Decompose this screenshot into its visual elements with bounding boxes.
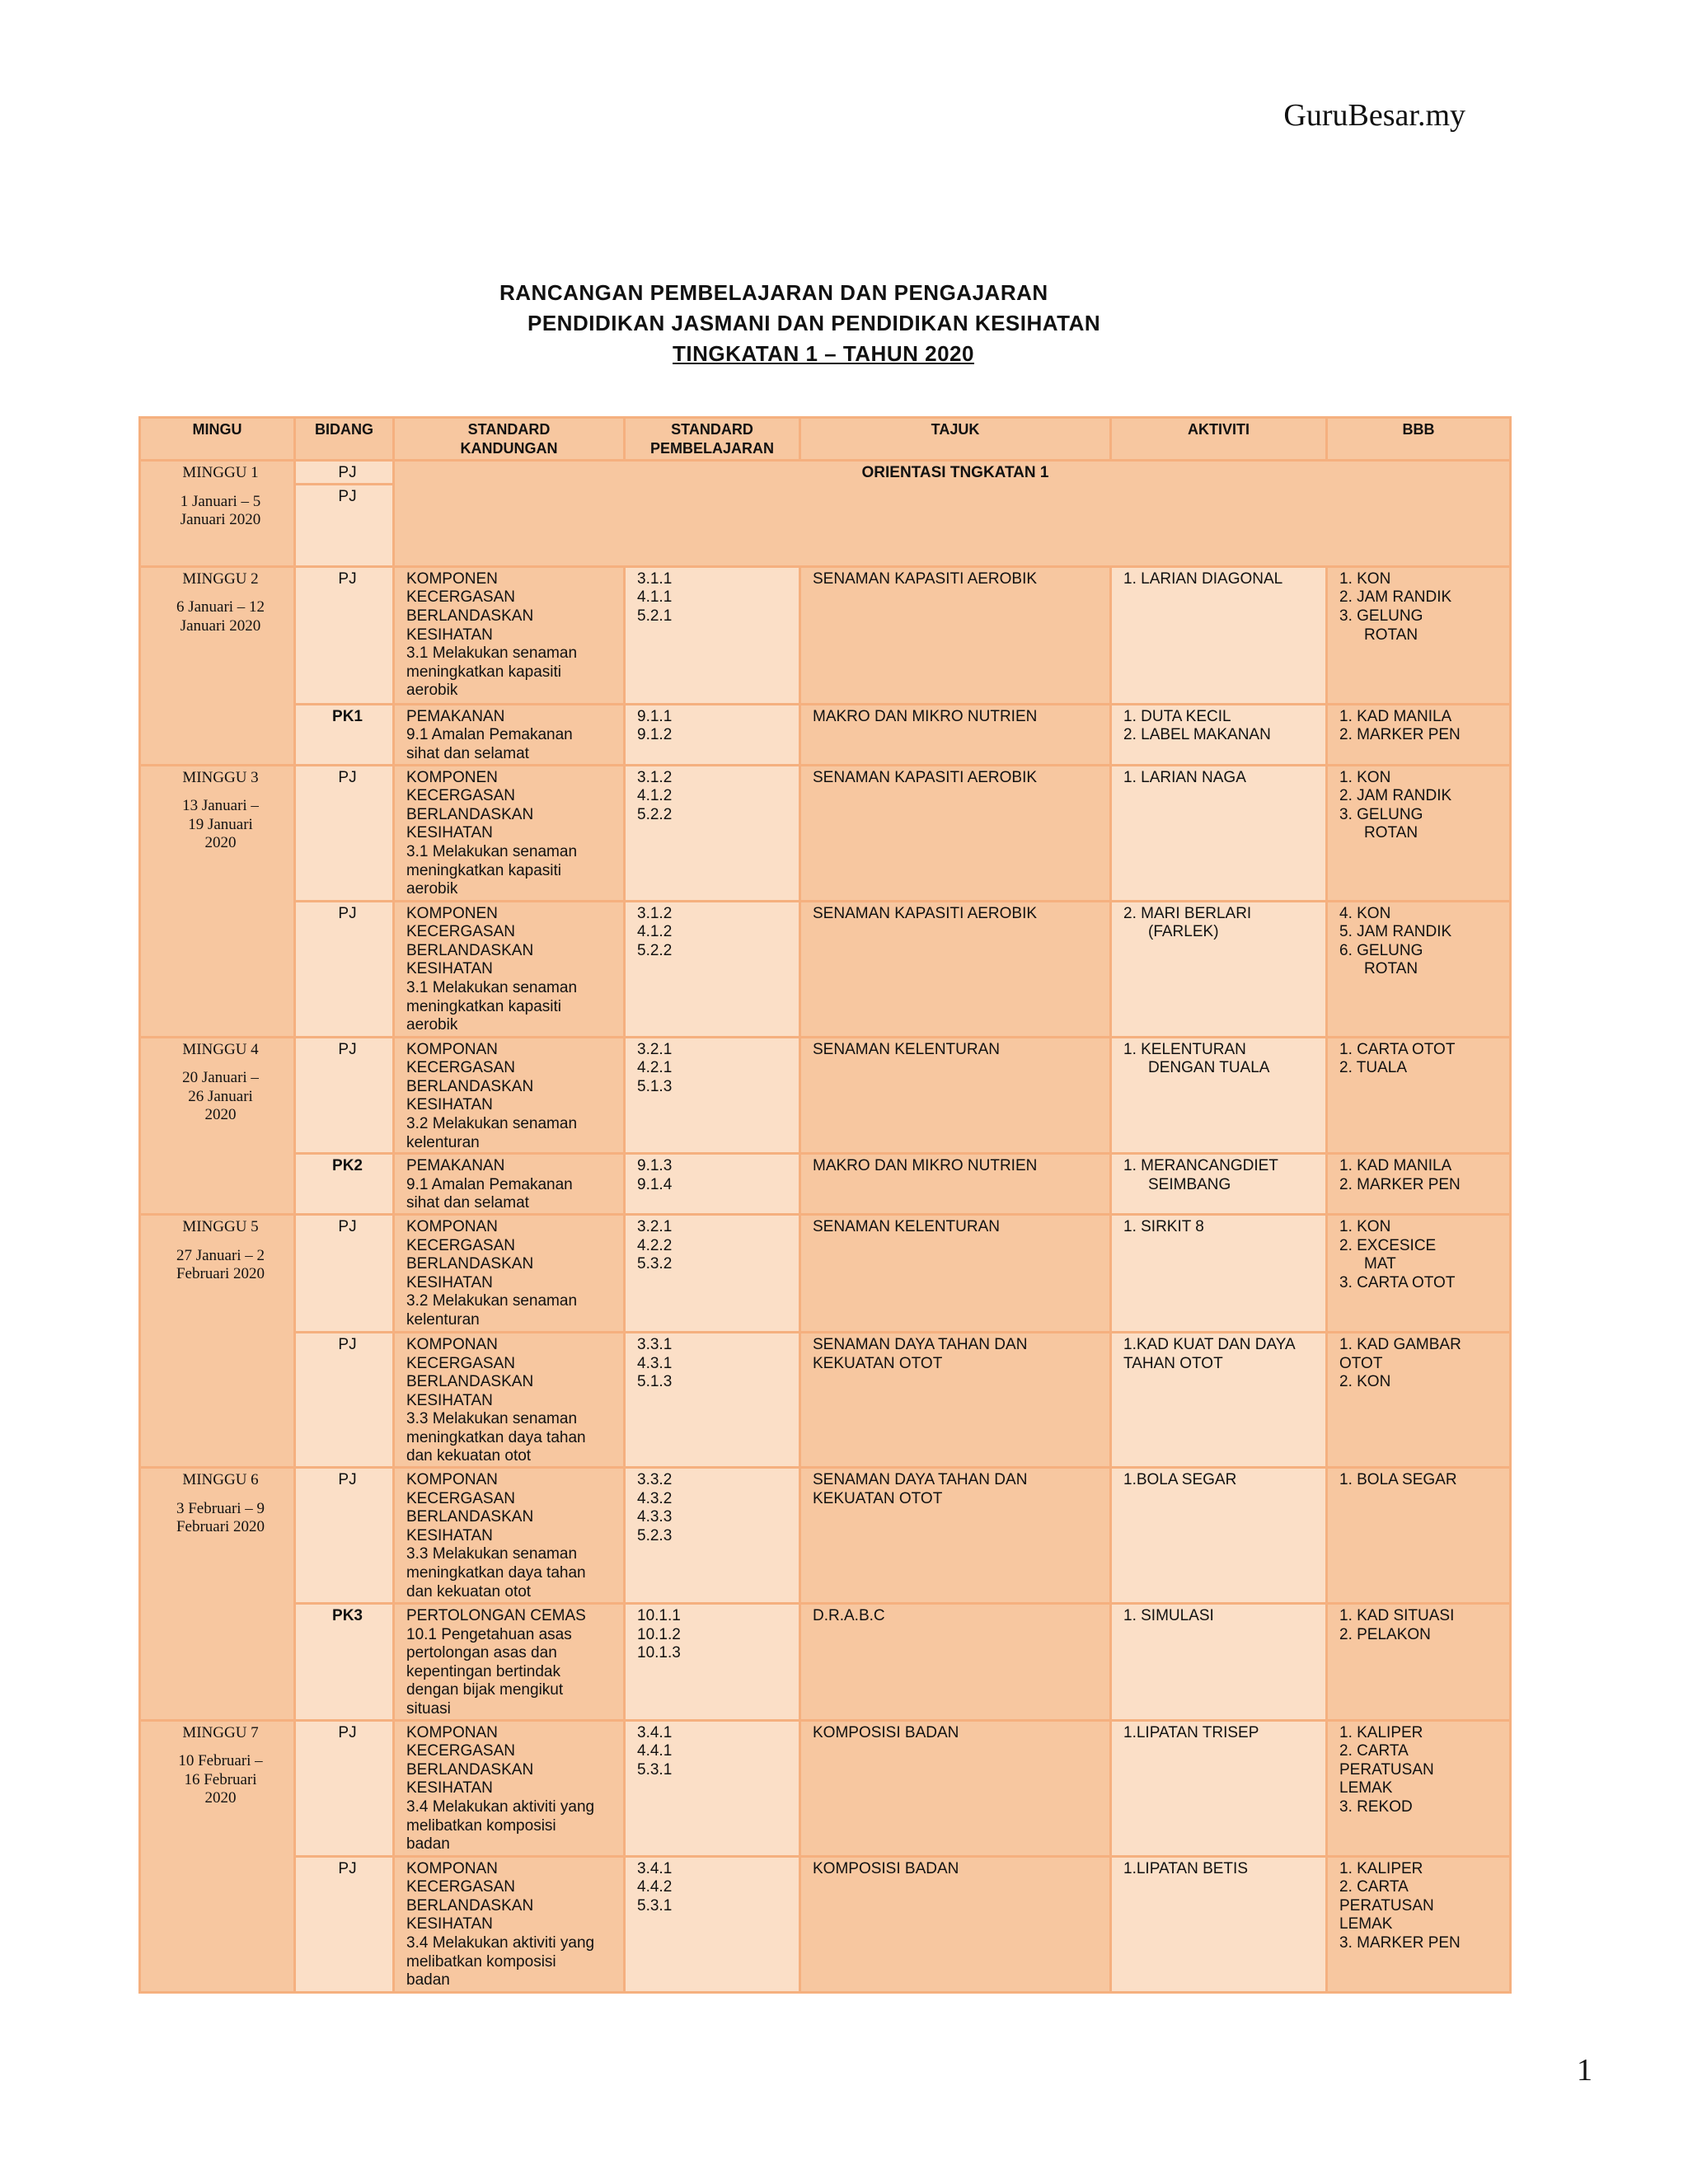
bidang-cell: PK2 [295, 1154, 394, 1215]
tajuk-cell: KOMPOSISI BADAN [800, 1720, 1111, 1856]
tajuk-cell: KOMPOSISI BADAN [800, 1856, 1111, 1992]
col-header-tajuk: TAJUK [800, 418, 1111, 461]
bbb-cell: 1. KAD GAMBAR OTOT 2. KON [1327, 1332, 1511, 1467]
bidang-cell: PJ [295, 461, 394, 485]
week-cell: MINGGU 3 13 Januari – 19 Januari 2020 [140, 765, 295, 1037]
standard-pembelajaran-cell: 9.1.1 9.1.2 [625, 704, 800, 765]
aktiviti-cell: 1. MERANCANGDIET SEIMBANG [1111, 1154, 1327, 1215]
bidang-cell: PK1 [295, 704, 394, 765]
bbb-cell: 1. KON 2. EXCESICE MAT 3. CARTA OTOT [1327, 1214, 1511, 1332]
bbb-cell: 1. KAD SITUASI 2. PELAKON [1327, 1604, 1511, 1721]
standard-kandungan-cell: KOMPONAN KECERGASAN BERLANDASKAN KESIHATAN 3.3 Melakukan senaman meningkatkan daya tahan dan kekuatan otot [394, 1468, 625, 1604]
col-header-aktiviti: AKTIVITI [1111, 418, 1327, 461]
table-row [140, 765, 1511, 901]
bbb-cell: 4. KON 5. JAM RANDIK 6. GELUNG ROTAN [1327, 901, 1511, 1037]
standard-pembelajaran-cell: 3.1.2 4.1.2 5.2.2 [625, 901, 800, 1037]
bidang-cell: PJ [295, 566, 394, 704]
bidang-cell: PJ [295, 765, 394, 901]
aktiviti-cell: 2. MARI BERLARI (FARLEK) [1111, 901, 1327, 1037]
standard-kandungan-cell: KOMPONAN KECERGASAN BERLANDASKAN KESIHATAN 3.4 Melakukan aktiviti yang melibatkan komposisi badan [394, 1856, 625, 1992]
bidang-cell: PJ [295, 1214, 394, 1332]
table-row [140, 1037, 1511, 1154]
table-row [140, 1214, 1511, 1332]
standard-pembelajaran-cell: 3.2.1 4.2.1 5.1.3 [625, 1037, 800, 1154]
bbb-cell: 1. KALIPER 2. CARTA PERATUSAN LEMAK 3. MARKER PEN [1327, 1856, 1511, 1992]
standard-kandungan-cell: PEMAKANAN 9.1 Amalan Pemakanan sihat dan selamat [394, 704, 625, 765]
tajuk-cell: D.R.A.B.C [800, 1604, 1111, 1721]
week-cell: MINGGU 7 10 Februari – 16 Februari 2020 [140, 1720, 295, 1992]
week-cell: MINGGU 1 1 Januari – 5 Januari 2020 [140, 461, 295, 567]
standard-pembelajaran-cell: 3.1.1 4.1.1 5.2.1 [625, 566, 800, 704]
standard-pembelajaran-cell: 3.3.2 4.3.2 4.3.3 5.2.3 [625, 1468, 800, 1604]
week-cell: MINGGU 6 3 Februari – 9 Februari 2020 [140, 1468, 295, 1721]
bbb-cell: 1. KALIPER 2. CARTA PERATUSAN LEMAK 3. REKOD [1327, 1720, 1511, 1856]
tajuk-cell: SENAMAN KAPASITI AEROBIK [800, 901, 1111, 1037]
standard-kandungan-cell: KOMPONAN KECERGASAN BERLANDASKAN KESIHATAN 3.3 Melakukan senaman meningkatkan daya tahan dan kekuatan otot [394, 1332, 625, 1467]
bbb-cell: 1. BOLA SEGAR [1327, 1468, 1511, 1604]
bbb-cell: 1. KAD MANILA 2. MARKER PEN [1327, 704, 1511, 765]
bidang-cell: PJ [295, 1332, 394, 1467]
standard-kandungan-cell: KOMPONAN KECERGASAN BERLANDASKAN KESIHATAN 3.2 Melakukan senaman kelenturan [394, 1037, 625, 1154]
aktiviti-cell: 1. LARIAN NAGA [1111, 765, 1327, 901]
tajuk-cell: MAKRO DAN MIKRO NUTRIEN [800, 704, 1111, 765]
col-header-standard-kandungan: STANDARD KANDUNGAN [394, 418, 625, 461]
standard-pembelajaran-cell: 3.4.1 4.4.2 5.3.1 [625, 1856, 800, 1992]
bidang-cell: PK3 [295, 1604, 394, 1721]
standard-kandungan-cell: KOMPONAN KECERGASAN BERLANDASKAN KESIHATAN 3.2 Melakukan senaman kelenturan [394, 1214, 625, 1332]
aktiviti-cell: 1.LIPATAN BETIS [1111, 1856, 1327, 1992]
table-row [140, 1332, 1511, 1467]
col-header-bidang: BIDANG [295, 418, 394, 461]
lesson-plan-table [138, 416, 1512, 1994]
week-cell: MINGGU 2 6 Januari – 12 Januari 2020 [140, 566, 295, 765]
table-row [140, 1856, 1511, 1992]
orientation-cell: ORIENTASI TNGKATAN 1 [394, 461, 1511, 567]
bidang-cell: PJ [295, 1856, 394, 1992]
standard-kandungan-cell: KOMPONEN KECERGASAN BERLANDASKAN KESIHATAN 3.1 Melakukan senaman meningkatkan kapasiti aerobik [394, 901, 625, 1037]
aktiviti-cell: 1. DUTA KECIL 2. LABEL MAKANAN [1111, 704, 1327, 765]
table-row [140, 1604, 1511, 1721]
bidang-cell: PJ [295, 484, 394, 566]
tajuk-cell: SENAMAN DAYA TAHAN DAN KEKUATAN OTOT [800, 1332, 1111, 1467]
bidang-cell: PJ [295, 1720, 394, 1856]
title-line-2: PENDIDIKAN JASMANI DAN PENDIDIKAN KESIHATAN [528, 311, 1101, 335]
aktiviti-cell: 1.KAD KUAT DAN DAYA TAHAN OTOT [1111, 1332, 1327, 1467]
bidang-cell: PJ [295, 901, 394, 1037]
table-row [140, 704, 1511, 765]
table-row [140, 566, 1511, 704]
standard-kandungan-cell: KOMPONAN KECERGASAN BERLANDASKAN KESIHATAN 3.4 Melakukan aktiviti yang melibatkan komposisi badan [394, 1720, 625, 1856]
col-header-mingu: MINGU [140, 418, 295, 461]
table-row [140, 901, 1511, 1037]
bbb-cell: 1. KON 2. JAM RANDIK 3. GELUNG ROTAN [1327, 566, 1511, 704]
table-header-row [140, 418, 1511, 461]
col-header-standard-pembelajaran: STANDARD PEMBELAJARAN [625, 418, 800, 461]
aktiviti-cell: 1. SIRKIT 8 [1111, 1214, 1327, 1332]
tajuk-cell: SENAMAN KELENTURAN [800, 1214, 1111, 1332]
aktiviti-cell: 1.LIPATAN TRISEP [1111, 1720, 1327, 1856]
bbb-cell: 1. KON 2. JAM RANDIK 3. GELUNG ROTAN [1327, 765, 1511, 901]
week-cell: MINGGU 4 20 Januari – 26 Januari 2020 [140, 1037, 295, 1214]
standard-pembelajaran-cell: 3.4.1 4.4.1 5.3.1 [625, 1720, 800, 1856]
standard-kandungan-cell: KOMPONEN KECERGASAN BERLANDASKAN KESIHATAN 3.1 Melakukan senaman meningkatkan kapasiti aerobik [394, 765, 625, 901]
aktiviti-cell: 1. LARIAN DIAGONAL [1111, 566, 1327, 704]
tajuk-cell: SENAMAN KAPASITI AEROBIK [800, 765, 1111, 901]
bidang-cell: PJ [295, 1468, 394, 1604]
aktiviti-cell: 1. SIMULASI [1111, 1604, 1327, 1721]
title-line-1: RANCANGAN PEMBELAJARAN DAN PENGAJARAN [499, 280, 1048, 305]
aktiviti-cell: 1.BOLA SEGAR [1111, 1468, 1327, 1604]
aktiviti-cell: 1. KELENTURAN DENGAN TUALA [1111, 1037, 1327, 1154]
bbb-cell: 1. KAD MANILA 2. MARKER PEN [1327, 1154, 1511, 1215]
page-number: 1 [1577, 2053, 1592, 2088]
standard-pembelajaran-cell: 9.1.3 9.1.4 [625, 1154, 800, 1215]
tajuk-cell: SENAMAN KAPASITI AEROBIK [800, 566, 1111, 704]
standard-pembelajaran-cell: 10.1.1 10.1.2 10.1.3 [625, 1604, 800, 1721]
standard-pembelajaran-cell: 3.2.1 4.2.2 5.3.2 [625, 1214, 800, 1332]
standard-pembelajaran-cell: 3.1.2 4.1.2 5.2.2 [625, 765, 800, 901]
title-line-3: TINGKATAN 1 – TAHUN 2020 [673, 341, 974, 366]
bbb-cell: 1. CARTA OTOT 2. TUALA [1327, 1037, 1511, 1154]
tajuk-cell: SENAMAN KELENTURAN [800, 1037, 1111, 1154]
table-row [140, 1154, 1511, 1215]
tajuk-cell: MAKRO DAN MIKRO NUTRIEN [800, 1154, 1111, 1215]
table-row [140, 1468, 1511, 1604]
site-brand: GuruBesar.my [1283, 98, 1465, 133]
tajuk-cell: SENAMAN DAYA TAHAN DAN KEKUATAN OTOT [800, 1468, 1111, 1604]
standard-pembelajaran-cell: 3.3.1 4.3.1 5.1.3 [625, 1332, 800, 1467]
standard-kandungan-cell: KOMPONEN KECERGASAN BERLANDASKAN KESIHATAN 3.1 Melakukan senaman meningkatkan kapasiti aerobik [394, 566, 625, 704]
standard-kandungan-cell: PERTOLONGAN CEMAS 10.1 Pengetahuan asas pertolongan asas dan kepentingan bertindak dengan bijak mengikut situasi [394, 1604, 625, 1721]
table-row [140, 1720, 1511, 1856]
bidang-cell: PJ [295, 1037, 394, 1154]
col-header-bbb: BBB [1327, 418, 1511, 461]
table-row [140, 461, 1511, 485]
week-cell: MINGGU 5 27 Januari – 2 Februari 2020 [140, 1214, 295, 1467]
standard-kandungan-cell: PEMAKANAN 9.1 Amalan Pemakanan sihat dan selamat [394, 1154, 625, 1215]
